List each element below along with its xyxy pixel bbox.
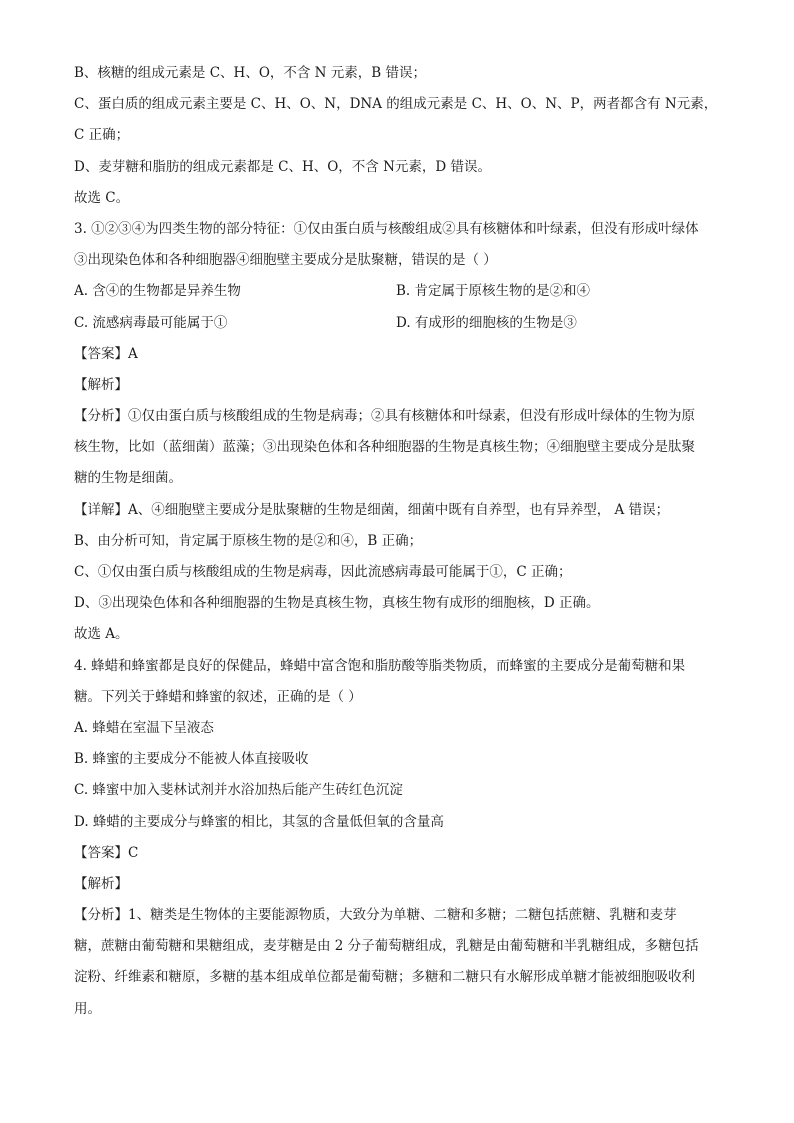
q3-option-b: B. 肯定属于原核生物的是②和④ (396, 283, 591, 300)
question-4 (74, 651, 724, 1025)
q4-fenxi-line1: 【分析】1、糖类是生物体的主要能源物质，大致分为单糖、二糖和多糖；二糖包括蔗糖、乳糖和麦芽 (74, 907, 677, 924)
q3-options-row1 (74, 276, 724, 307)
q2-option-c-analysis-line2: C 正确； (74, 127, 130, 144)
q3-detail-d: D、③出现染色体和各种细胞器的生物是真核生物，真核生物有成形的细胞核，D 正确。 (74, 595, 600, 612)
q4-stem-line1: 4. 蜂蜡和蜂蜜都是良好的保健品，蜂蜡中富含饱和脂肪酸等脂类物质，而蜂蜜的主要成分是葡萄糖和果 (74, 657, 686, 674)
q3-option-a: A. 含④的生物都是异养生物 (74, 283, 241, 300)
q2-option-b-analysis: B、核糖的组成元素是 C、H、O，不含 N 元素，B 错误； (74, 65, 426, 81)
q3-options-row2 (74, 308, 724, 339)
q4-option-b: B. 蜂蜜的主要成分不能被人体直接吸收 (74, 751, 309, 768)
q4-analysis-heading: 【解析】 (74, 875, 128, 892)
q3-detail-a: 【详解】A、④细胞壁主要成分是肽聚糖的生物是细菌，细菌中既有自养型，也有异养型， A 错误； (74, 501, 670, 518)
q3-analysis-heading: 【解析】 (74, 376, 128, 393)
q3-choice: 故选 A。 (74, 626, 129, 643)
q3-option-c: C. 流感病毒最可能属于① (74, 314, 228, 331)
q3-detail-b: B、由分析可知，肯定属于原核生物的是②和④，B 正确； (74, 532, 423, 549)
q3-option-d: D. 有成形的细胞核的生物是③ (396, 314, 577, 331)
q2-option-d-analysis: D、麦芽糖和脂肪的组成元素都是 C、H、O，不含 N元素，D 错误。 (74, 158, 492, 175)
q3-fenxi-line3: 糖的生物是细菌。 (74, 470, 182, 487)
q4-fenxi-line3: 淀粉、纤维素和糖原，多糖的基本组成单位都是葡萄糖；多糖和二糖只有水解形成单糖才能被细胞吸收利 (74, 969, 695, 986)
q3-detail-c: C、①仅由蛋白质与核酸组成的生物是病毒，因此流感病毒最可能属于①，C 正确； (74, 564, 572, 580)
q4-fenxi-line4: 用。 (74, 1000, 101, 1017)
q3-stem-line1: 3. ①②③④为四类生物的部分特征：①仅由蛋白质与核酸组成②具有核糖体和叶绿素，但没有形成叶绿体 (74, 220, 699, 237)
q3-fenxi-line2: 核生物，比如（蓝细菌）蓝藻；③出现染色体和各种细胞器的生物是真核生物；④细胞壁主要成分是肽聚 (74, 439, 695, 456)
q4-option-a: A. 蜂蜡在室温下呈液态 (74, 719, 214, 736)
q4-fenxi-line2: 糖，蔗糖由葡萄糖和果糖组成，麦芽糖是由 2 分子葡萄糖组成，乳糖是由葡萄糖和半乳糖组成，多糖包括 (74, 938, 699, 955)
q4-stem-line2: 糖。下列关于蜂蜡和蜂蜜的叙述，正确的是（ ） (74, 688, 362, 705)
q4-option-c: C. 蜂蜜中加入斐林试剂并水浴加热后能产生砖红色沉淀 (74, 782, 403, 799)
q2-option-c-analysis-line1: C、蛋白质的组成元素主要是 C、H、O、N，DNA 的组成元素是 C、H、O、N、P，两者都含有 N元素， (74, 96, 718, 113)
q3-stem-line2: ③出现染色体和各种细胞器④细胞壁主要成分是肽聚糖，错误的是（ ） (74, 252, 497, 269)
q3-fenxi-line1: 【分析】①仅由蛋白质与核酸组成的生物是病毒；②具有核糖体和叶绿素，但没有形成叶绿体的生物为原 (74, 408, 695, 425)
q2-choice: 故选 C。 (74, 189, 130, 206)
document-page (74, 58, 724, 1025)
question-2-tail (74, 58, 724, 214)
q4-option-d: D. 蜂蜡的主要成分与蜂蜜的相比，其氢的含量低但氧的含量高 (74, 813, 444, 830)
question-3 (74, 214, 724, 651)
q3-answer: 【答案】A (74, 345, 138, 362)
q4-answer: 【答案】C (74, 844, 139, 861)
